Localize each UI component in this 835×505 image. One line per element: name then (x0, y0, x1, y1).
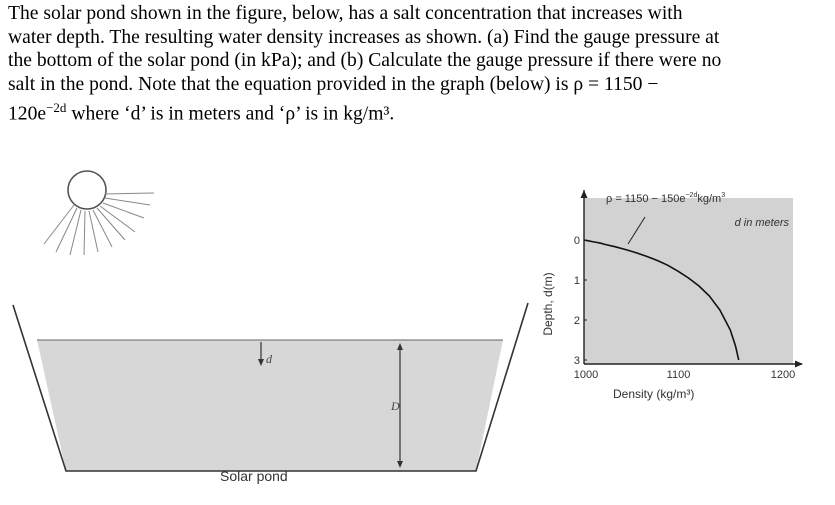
x-axis-arrow (795, 361, 803, 368)
problem-line-2: water depth. The resulting water density increases as shown. (a) Find the gauge pressure at (8, 26, 720, 48)
solar-pond (13, 303, 528, 484)
equation-label-exp: −2d (685, 192, 698, 199)
equation-description: where ‘d’ is in meters and ‘ρ’ is in kg/m³. (66, 103, 395, 125)
problem-line-3: the bottom of the solar pond (in kPa); and (b) Calculate the gauge pressure if there were no (8, 50, 722, 71)
y-axis-arrow (581, 190, 588, 198)
y-tick-label: 1 (573, 275, 580, 287)
x-tick-label: 1000 (573, 369, 599, 381)
equation-label-unit: kg/m (697, 193, 722, 205)
y-axis-title: Depth, d(m) (541, 272, 555, 336)
equation-label (606, 192, 725, 205)
y-tick-label: 2 (573, 315, 580, 327)
problem-statement (8, 2, 826, 126)
sun-icon (44, 171, 154, 255)
problem-line-4: salt in the pond. Note that the equation provided in the graph (below) is ρ = 1150 − (8, 73, 659, 95)
problem-line-1: The solar pond shown in the figure, below, has a salt concentration that increases with (8, 3, 683, 24)
depth-d-label: d (266, 352, 272, 366)
x-tick-label: 1100 (666, 369, 691, 381)
pond-caption: Solar pond (220, 468, 288, 484)
solar-pond-figure (0, 160, 835, 505)
depth-D-label: D (391, 399, 400, 413)
equation-label-main: ρ = 1150 − 150e (606, 193, 686, 205)
density-chart (541, 190, 803, 401)
x-tick-labels (574, 369, 795, 381)
equation-base: 120e (8, 103, 47, 125)
y-tick-label: 3 (573, 355, 580, 367)
equation-note: d in meters (734, 217, 789, 229)
x-tick-label: 1200 (770, 369, 796, 381)
equation-label-unit-exp: 3 (721, 192, 726, 199)
y-tick-label: 0 (573, 235, 580, 247)
equation-exponent: −2d (46, 100, 67, 115)
problem-line-5 (8, 96, 826, 126)
x-axis-title: Density (kg/m³) (613, 387, 695, 401)
